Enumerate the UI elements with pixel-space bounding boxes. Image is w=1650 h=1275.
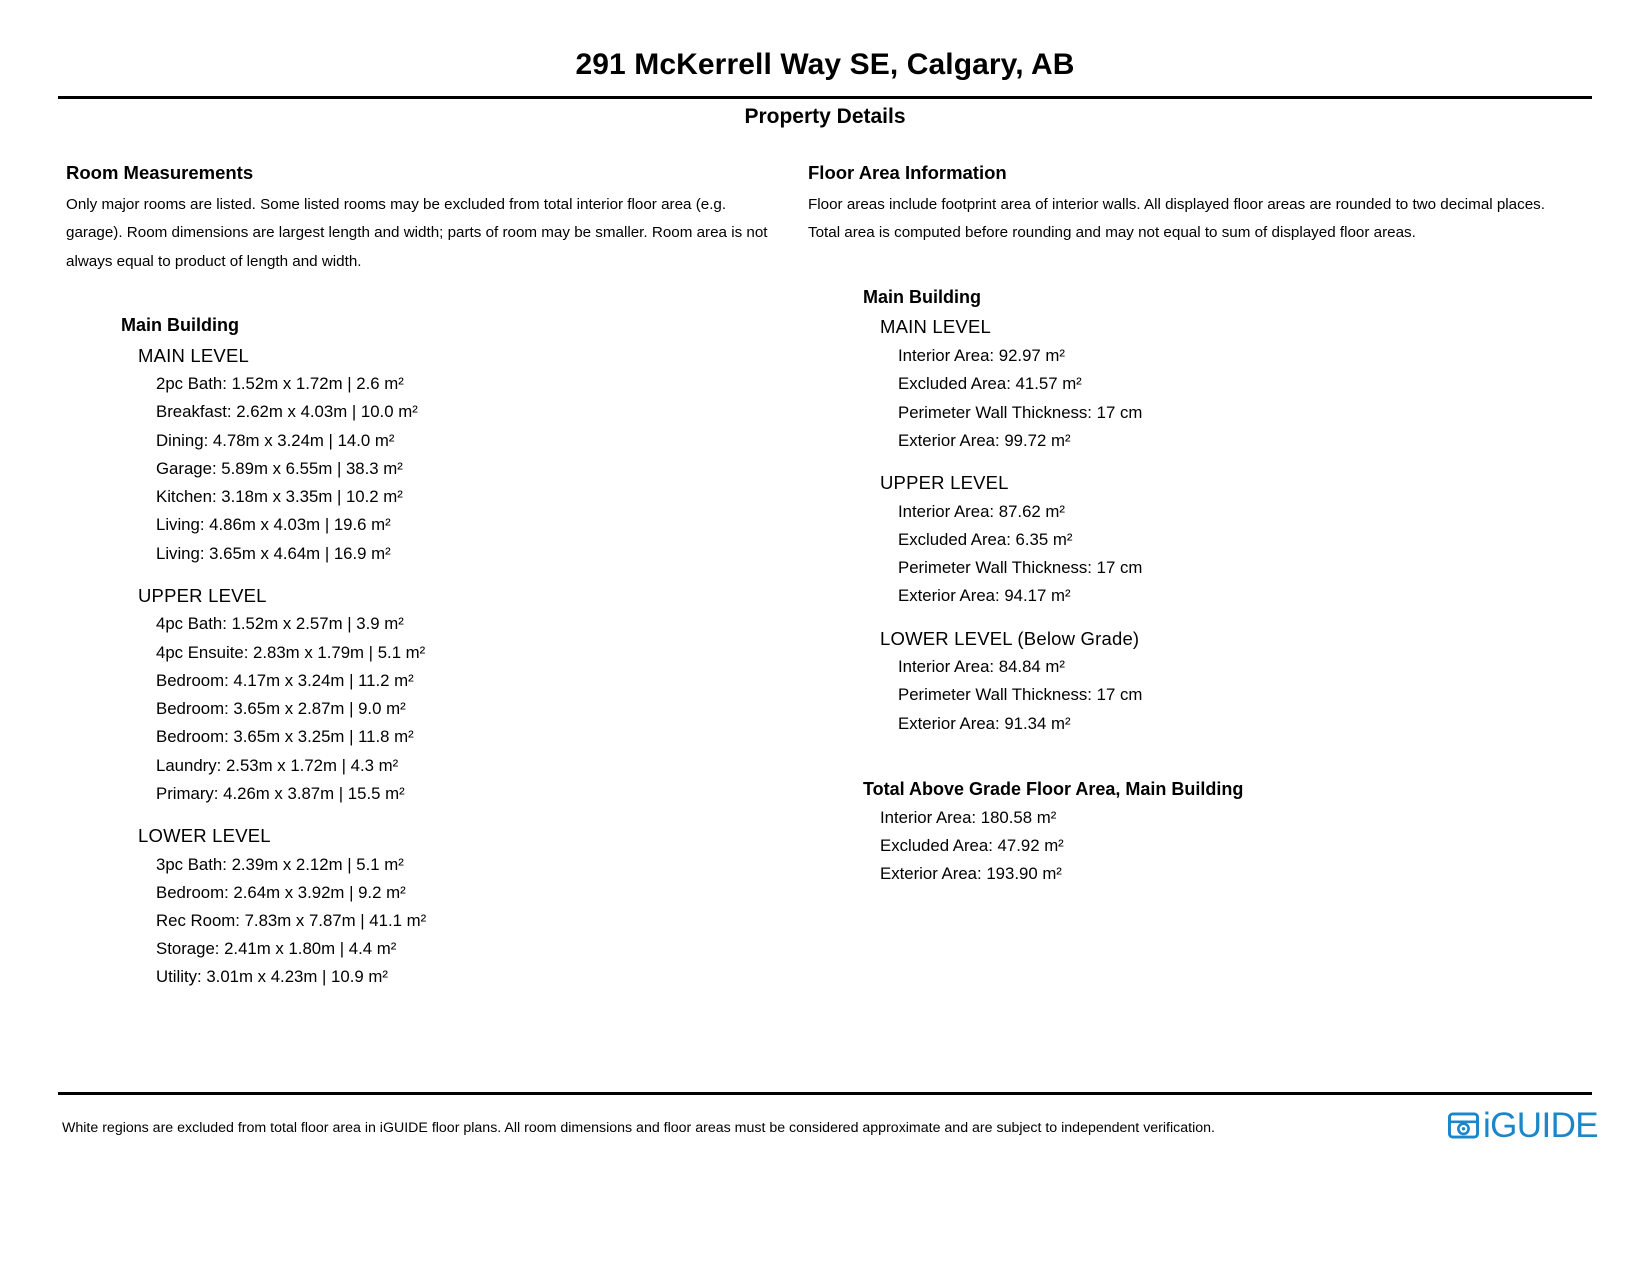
iguide-logo [1447,1108,1598,1143]
room-entry: Bedroom: 3.65m x 2.87m | 9.0 m² [156,699,406,719]
area-entry: Exterior Area: 91.34 m² [898,713,1071,733]
room-entry: Garage: 5.89m x 6.55m | 38.3 m² [156,458,403,478]
room-entry: 3pc Bath: 2.39m x 2.12m | 5.1 m² [156,854,404,874]
total-entry: Excluded Area: 47.92 m² [880,835,1064,855]
area-entry: Excluded Area: 6.35 m² [898,529,1073,549]
area-entry: Perimeter Wall Thickness: 17 cm [898,685,1143,705]
area-entry: Exterior Area: 94.17 m² [898,586,1071,606]
level-block-main [66,342,786,568]
iguide-camera-icon [1447,1109,1480,1142]
area-entry: Interior Area: 87.62 m² [898,501,1065,521]
room-entry: 4pc Bath: 1.52m x 2.57m | 3.9 m² [156,614,404,634]
area-level-name-lower: LOWER LEVEL (Below Grade) [880,627,1140,649]
header-divider [58,96,1592,99]
level-name-main: MAIN LEVEL [138,344,249,366]
level-name-lower: LOWER LEVEL [138,824,271,846]
total-above-grade-block [808,776,1548,889]
room-entry: Breakfast: 2.62m x 4.03m | 10.0 m² [156,402,418,422]
area-entry: Perimeter Wall Thickness: 17 cm [898,402,1143,422]
room-measurements-note: Only major rooms are listed. Some listed rooms may be excluded from total interior floor area (e.g. garage). Room dimensions are largest length and width; parts of room may be smaller. Room area is not always equal to product of length and width. [66,196,768,270]
area-entry: Exterior Area: 99.72 m² [898,430,1071,450]
area-entry: Perimeter Wall Thickness: 17 cm [898,558,1143,578]
iguide-logo-text: iGUIDE [1483,1106,1599,1145]
room-measurements-tree [66,312,786,992]
area-block-main [808,313,1548,455]
total-entry: Exterior Area: 193.90 m² [880,864,1062,884]
floor-area-information-column [808,162,1548,888]
area-entry: Interior Area: 92.97 m² [898,346,1065,366]
room-entry: Laundry: 2.53m x 1.72m | 4.3 m² [156,755,399,775]
room-entry: Bedroom: 4.17m x 3.24m | 11.2 m² [156,670,414,690]
area-level-name-main: MAIN LEVEL [880,316,991,338]
total-above-grade-heading: Total Above Grade Floor Area, Main Building [863,778,1244,799]
room-entry: Primary: 4.26m x 3.87m | 15.5 m² [156,783,405,803]
area-entry: Excluded Area: 41.57 m² [898,374,1082,394]
level-block-lower [66,822,786,992]
room-measurements-column [66,162,786,992]
floor-area-tree [808,284,1548,889]
page-title: 291 McKerrell Way SE, Calgary, AB [575,48,1075,81]
footer-divider [58,1092,1592,1095]
room-entry: Bedroom: 3.65m x 3.25m | 11.8 m² [156,727,414,747]
area-level-name-upper: UPPER LEVEL [880,471,1009,493]
area-block-upper [808,469,1548,611]
total-entry: Interior Area: 180.58 m² [880,807,1057,827]
room-entry: Storage: 2.41m x 1.80m | 4.4 m² [156,939,397,959]
room-measurements-heading: Room Measurements [66,162,254,183]
room-entry: Kitchen: 3.18m x 3.35m | 10.2 m² [156,487,403,507]
room-entry: Utility: 3.01m x 4.23m | 10.9 m² [156,967,388,987]
page-subtitle: Property Details [744,105,906,128]
area-block-lower [808,625,1548,738]
area-entry: Interior Area: 84.84 m² [898,657,1065,677]
room-entry: Living: 3.65m x 4.64m | 16.9 m² [156,543,391,563]
level-block-upper [66,582,786,808]
room-entry: Dining: 4.78m x 3.24m | 14.0 m² [156,430,395,450]
room-entry: Bedroom: 2.64m x 3.92m | 9.2 m² [156,882,406,902]
room-entry: Living: 4.86m x 4.03m | 19.6 m² [156,515,391,535]
level-name-upper: UPPER LEVEL [138,584,267,606]
building-name-right: Main Building [863,286,981,307]
room-entry: Rec Room: 7.83m x 7.87m | 41.1 m² [156,911,427,931]
footer-disclaimer: White regions are excluded from total floor area in iGUIDE floor plans. All room dimensions and floor areas must be considered approximate and are subject to independent verification. [62,1120,1215,1136]
floor-area-note: Floor areas include footprint area of interior walls. All displayed floor areas are rounded to two decimal places. Total area is computed before rounding and may not equal to sum of displayed floor areas. [808,196,1545,242]
floor-area-heading: Floor Area Information [808,162,1007,183]
room-entry: 2pc Bath: 1.52m x 1.72m | 2.6 m² [156,374,404,394]
room-entry: 4pc Ensuite: 2.83m x 1.79m | 5.1 m² [156,642,426,662]
building-name-left: Main Building [121,314,239,335]
